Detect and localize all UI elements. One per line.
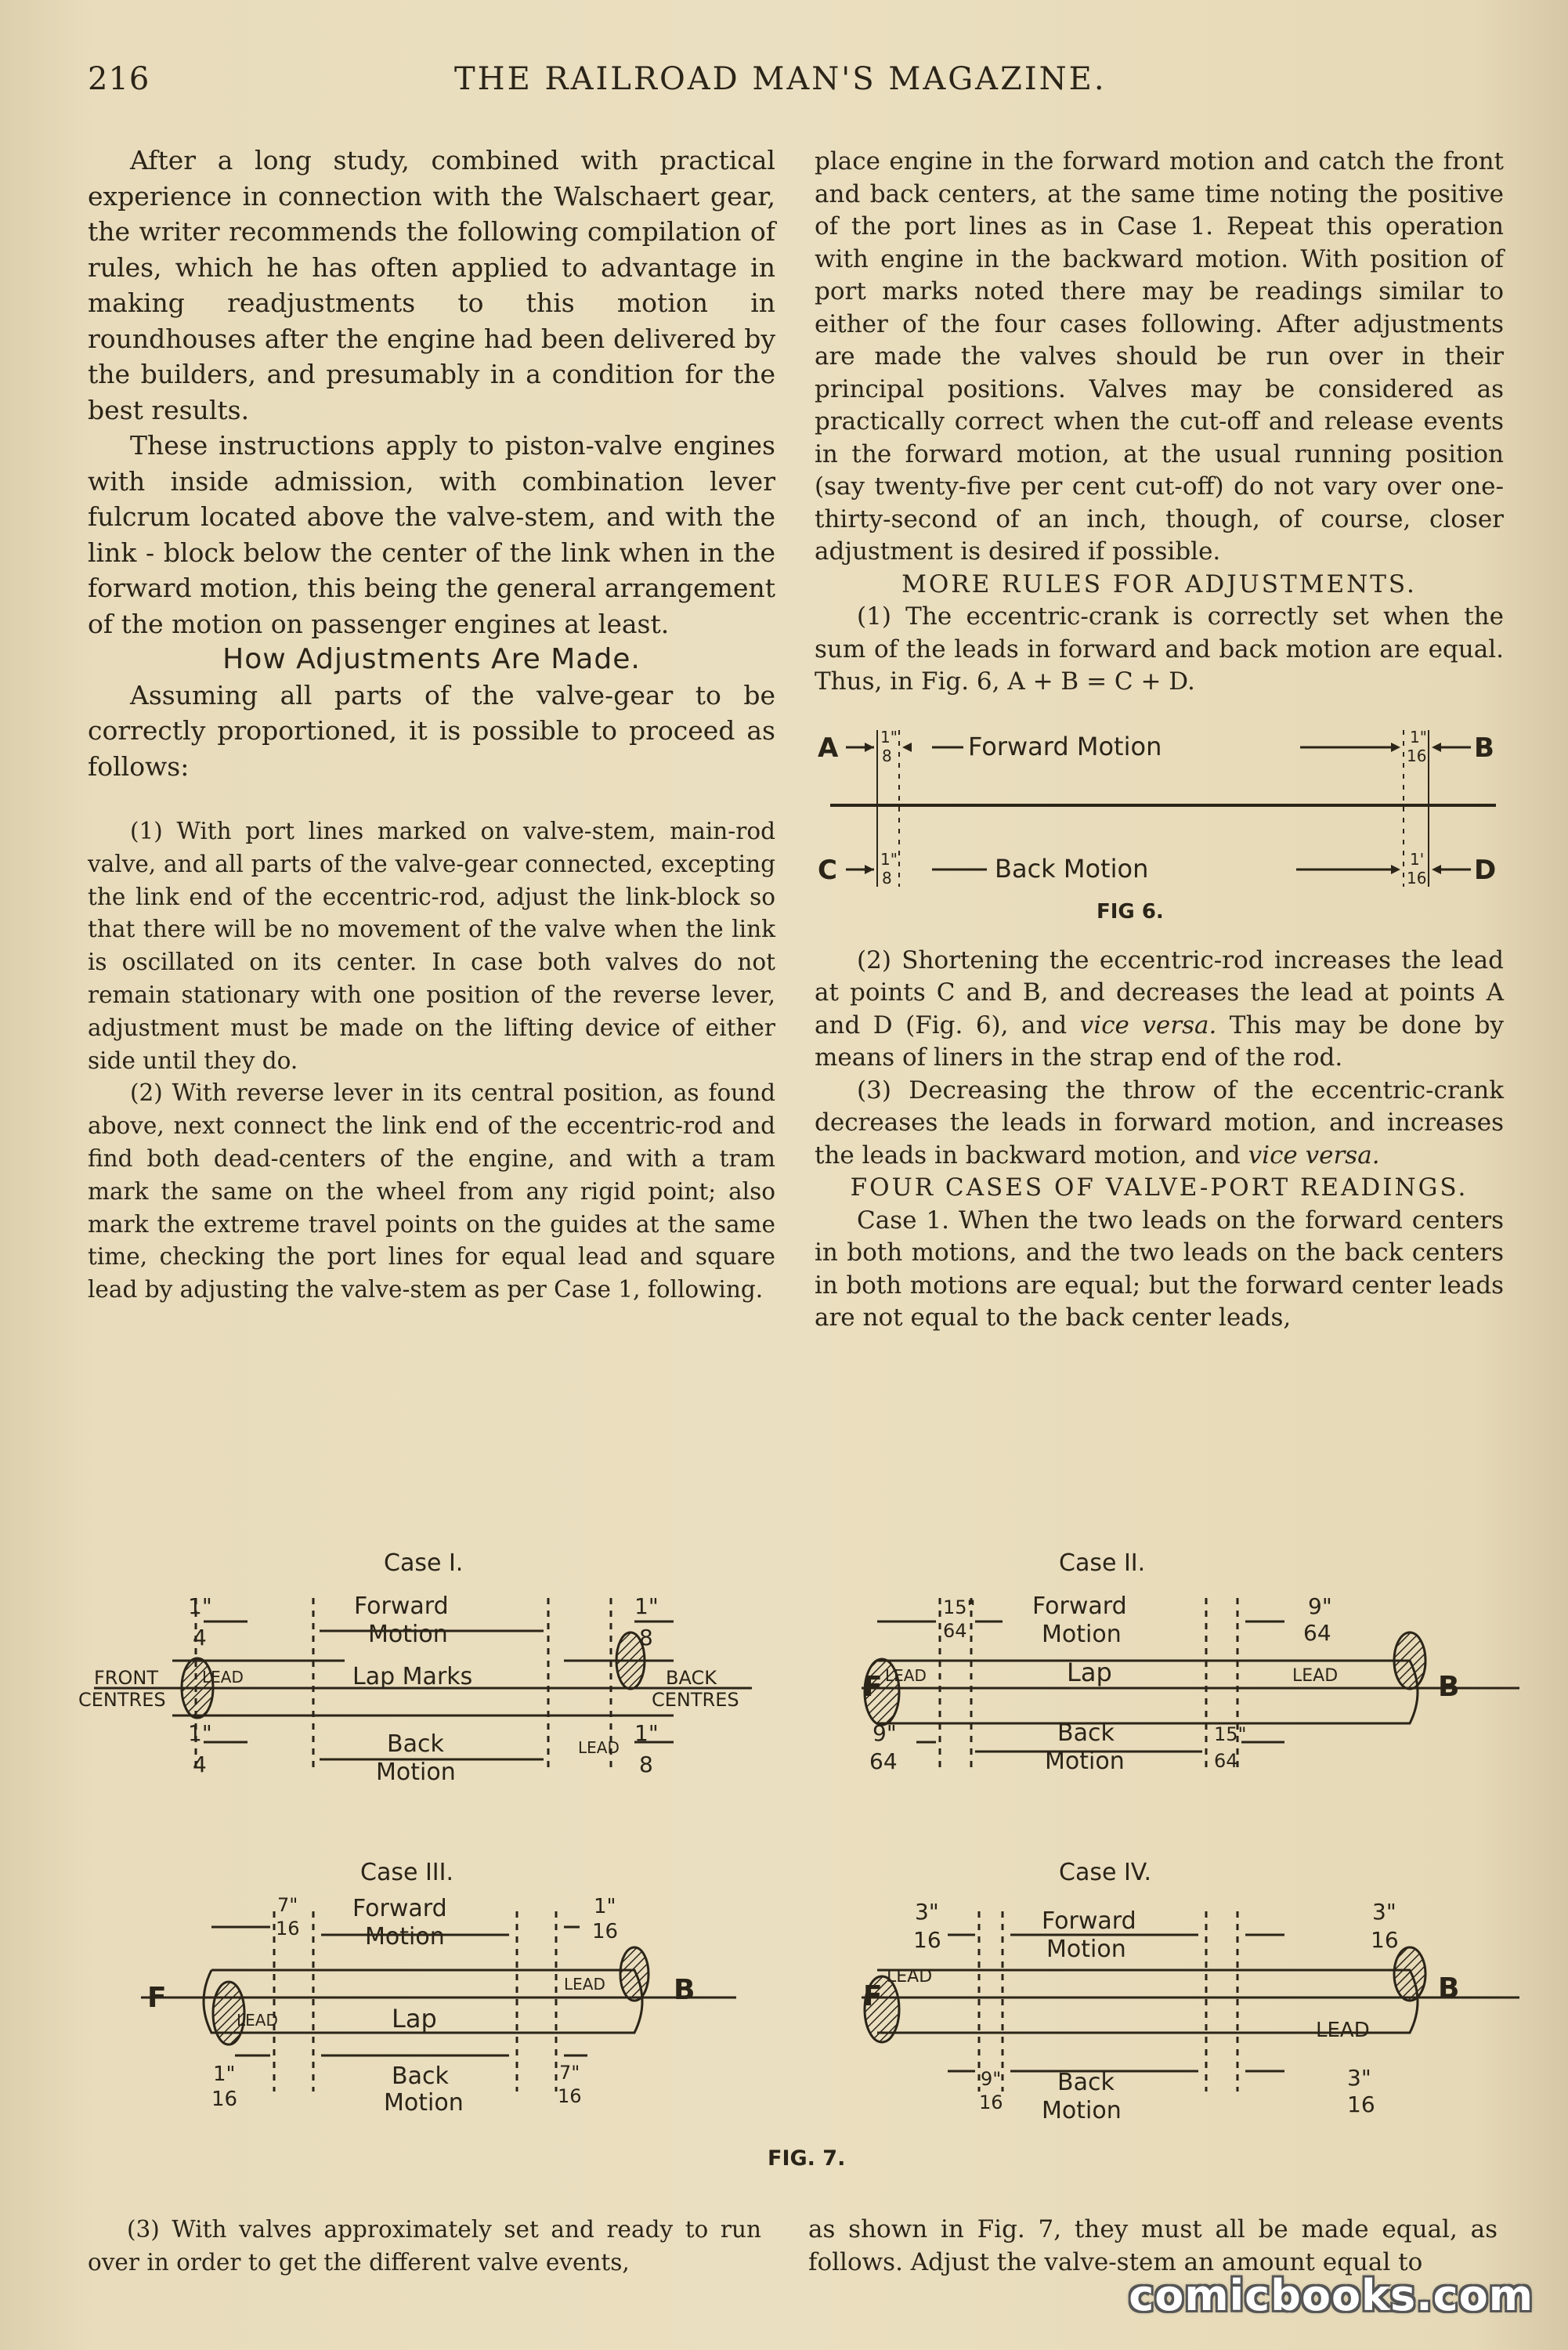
case1-frac: 4 [193, 1625, 207, 1650]
case2-frac: 64 [1214, 1750, 1238, 1772]
case2-motion: Motion [1042, 1621, 1122, 1648]
rule-paragraph: (2) Shortening the eccentric-rod increases the lead at points C and B, and decreases the lead at points A and D (Fig. 6), and vice versa. This may be done by means of liners in the strap end of the rod. [815, 945, 1504, 1072]
fig6-label-d: D [1474, 854, 1497, 886]
case1-front-label: FRONT [94, 1667, 158, 1689]
case3-lead: LEAD [564, 1975, 605, 1994]
case4-motion: Motion [1046, 1936, 1126, 1963]
paragraph: Assuming all parts of the valve-gear to be correctly proportioned, it is possible to proceed as follows: [88, 679, 775, 782]
case2-back: Back [1057, 1719, 1115, 1747]
case2-lead: LEAD [1292, 1666, 1339, 1686]
case3-diagram [141, 1859, 736, 2117]
fig7-svg [63, 1535, 1519, 2193]
case1-lead: LEAD [202, 1668, 244, 1687]
fig6-frac-den: 8 [882, 746, 892, 765]
case3-b-label: B [674, 1974, 695, 2006]
case4-lead: LEAD [1316, 2019, 1370, 2042]
fig6-frac-den: 8 [882, 868, 892, 888]
case4-frac: 16 [913, 1927, 941, 1953]
paragraph: Case 1. When the two leads on the forward centers in both motions, and the two leads on the back centers in both motions are equal; but the forward center leads are not equal to the back center leads, [815, 1206, 1504, 1332]
case4-frac: 3" [1372, 1899, 1396, 1925]
case1-title: Case I. [384, 1549, 464, 1577]
fig6-frac-num: 1' [1410, 849, 1425, 869]
case1-diagram [78, 1549, 752, 1786]
case4-frac: 3" [1347, 2065, 1371, 2091]
case4-title: Case IV. [1059, 1859, 1151, 1886]
case1-forward: Forward [354, 1593, 449, 1620]
case2-frac: 15" [1214, 1723, 1247, 1745]
case4-diagram [862, 1859, 1519, 2124]
case3-lap: Lap [392, 2004, 437, 2034]
case2-frac: 9" [873, 1720, 897, 1746]
fig6-label-b: B [1474, 732, 1494, 764]
case3-back: Back [392, 2063, 449, 2090]
case2-forward: Forward [1032, 1593, 1127, 1620]
fig7-diagrams [63, 1535, 1519, 2193]
paragraph: place engine in the forward motion and catch the front and back centers, at the same time noting the positive of the port lines as in Case 1. Repeat this operation with engine in the backward motion. With position of port marks noted there may be readings similar to either of the four cases following. After adjustments are made the valves should be run over in their principal positions. Valves may be considered as practically correct when the cut-off and release events in the forward motion, at the usual running position (say twenty-five per cent cut-off) do not vary over one-thirty-second of an inch, though, of course, closer adjustment is desired if possible. [815, 147, 1504, 566]
case2-frac: 64 [943, 1620, 967, 1642]
case4-motion: Motion [1042, 2097, 1122, 2124]
case4-frac: 9" [981, 2068, 1002, 2090]
paragraph: These instructions apply to piston-valve engines with inside admission, with combination lever fulcrum located above the valve-stem, and with the link - block below the center of the link when in the forward motion, this being the general arrangement of the motion on passenger engines at least. [88, 430, 775, 639]
case1-frac: 4 [193, 1752, 207, 1777]
bottom-right-paragraph: as shown in Fig. 7, they must all be made equal, as follows. Adjust the valve-stem an amount equal to [808, 2215, 1498, 2276]
page-number: 216 [88, 61, 150, 97]
rule-paragraph: (2) With reverse lever in its central position, as found above, next connect the link end of the eccentric-rod and find both dead-centers of the engine, and with a tram mark the same on the wheel from any rigid point; also mark the extreme travel points on the guides at the same time, checking the port lines for equal lead and square lead by adjusting the valve-stem as per Case 1, following. [88, 1079, 775, 1303]
fig6-svg [815, 722, 1504, 895]
case4-frac: 3" [915, 1899, 939, 1925]
rule-paragraph: (1) With port lines marked on valve-stem, main-rod valve, and all parts of the valve-gear connected, excepting the link end of the eccentric-rod, adjust the link-block so that there will be no movement of the valve when the link is oscillated on its center. In case both valves do not remain stationary with one position of the reverse lever, adjustment must be made on the lifting device of either side until they do. [88, 818, 775, 1074]
case2-lead: LEAD [885, 1666, 927, 1685]
case3-frac: 16 [592, 1920, 619, 1943]
fig6-frac-den: 16 [1407, 746, 1427, 765]
case3-frac: 1" [213, 2063, 236, 2086]
paragraph: After a long study, combined with practical experience in connection with the Walschaert gear, the writer recommends the following compilation of rules, which he has often applied to advantage in making readjustments to this motion in roundhouses after the engine had been delivered by the builders, and presumably in a condition for the best results. [88, 145, 775, 425]
case3-frac: 16 [558, 2085, 582, 2107]
case1-back-label: BACK [666, 1667, 717, 1689]
case1-frac: 1" [188, 1593, 212, 1619]
case4-forward: Forward [1042, 1907, 1136, 1935]
case1-frac: 8 [639, 1752, 653, 1777]
section-heading: MORE RULES FOR ADJUSTMENTS. [901, 569, 1417, 598]
case4-f-label: F [863, 1980, 883, 2012]
case1-lead: LEAD [578, 1738, 620, 1757]
fig6-frac-num: 1" [1410, 727, 1427, 747]
case1-motion: Motion [376, 1759, 456, 1786]
case3-motion: Motion [365, 1923, 445, 1950]
fig6-label-c: C [818, 854, 837, 886]
section-subhead: How Adjustments Are Made. [222, 643, 641, 675]
case4-frac: 16 [979, 2092, 1003, 2113]
case1-front-label: CENTRES [78, 1689, 166, 1711]
fig6-forward-motion: Forward Motion [968, 731, 1162, 761]
case1-frac: 1" [634, 1593, 659, 1619]
case3-lead: LEAD [237, 2011, 278, 2030]
case3-frac: 16 [211, 2088, 238, 2111]
fig6-caption: FIG 6. [1097, 899, 1164, 924]
case1-lap-marks: Lap Marks [352, 1663, 473, 1690]
rule-paragraph: (1) The eccentric-crank is correctly set when the sum of the leads in forward and back motion are equal. Thus, in Fig. 6, A + B = C + D. [815, 602, 1504, 696]
case3-frac: 7" [277, 1894, 298, 1916]
left-column [88, 143, 775, 1307]
case2-title: Case II. [1059, 1549, 1146, 1577]
case1-frac: 1" [634, 1720, 659, 1746]
fig7-caption: FIG. 7. [768, 2146, 846, 2171]
case4-back: Back [1057, 2069, 1115, 2096]
case3-f-label: F [147, 1982, 167, 2014]
case1-frac: 1" [188, 1720, 212, 1746]
site-watermark: comicbooks.com [1129, 2271, 1534, 2320]
case1-frac: 8 [639, 1625, 653, 1650]
case4-frac: 16 [1371, 1927, 1399, 1953]
fig6-frac-den: 16 [1407, 868, 1427, 888]
case2-frac: 9" [1308, 1593, 1332, 1619]
page-header [78, 61, 1535, 108]
right-column [815, 146, 1504, 1335]
case2-frac: 64 [869, 1748, 898, 1774]
case2-frac: 64 [1303, 1620, 1331, 1646]
case2-motion: Motion [1045, 1748, 1125, 1775]
case3-frac: 7" [559, 2062, 580, 2084]
fig6-back-motion: Back Motion [995, 853, 1149, 884]
case3-motion: Motion [384, 2089, 464, 2117]
case2-frac: 15" [943, 1596, 976, 1618]
case3-title: Case III. [360, 1859, 454, 1886]
case3-frac: 16 [276, 1918, 300, 1940]
fig6-frac-num: 1" [880, 849, 898, 869]
case2-diagram [862, 1549, 1519, 1775]
case1-motion: Motion [368, 1621, 448, 1648]
fig6-label-a: A [818, 732, 839, 764]
case3-frac: 1" [594, 1895, 616, 1918]
case1-back-label: CENTRES [652, 1689, 739, 1711]
case4-b-label: B [1438, 1972, 1460, 2005]
fig6-frac-num: 1" [880, 727, 898, 747]
section-heading: FOUR CASES OF VALVE-PORT READINGS. [850, 1173, 1469, 1202]
bottom-left-paragraph: (3) With valves approximately set and ready to run over in order to get the different valve events, [88, 2216, 761, 2276]
rule-paragraph: (3) Decreasing the throw of the eccentric-crank decreases the leads in forward motion, and increases the leads in backward motion, and vice versa. [815, 1076, 1504, 1170]
case1-back: Back [387, 1730, 444, 1758]
fig6-diagram [815, 722, 1504, 926]
case4-lead: LEAD [887, 1967, 933, 1987]
case3-forward: Forward [352, 1895, 447, 1922]
running-title: THE RAILROAD MAN'S MAGAZINE. [454, 61, 1107, 97]
case2-f-label: F [863, 1671, 883, 1703]
case2-b-label: B [1438, 1671, 1460, 1703]
case4-frac: 16 [1347, 2092, 1375, 2117]
case2-lap: Lap [1067, 1658, 1112, 1687]
